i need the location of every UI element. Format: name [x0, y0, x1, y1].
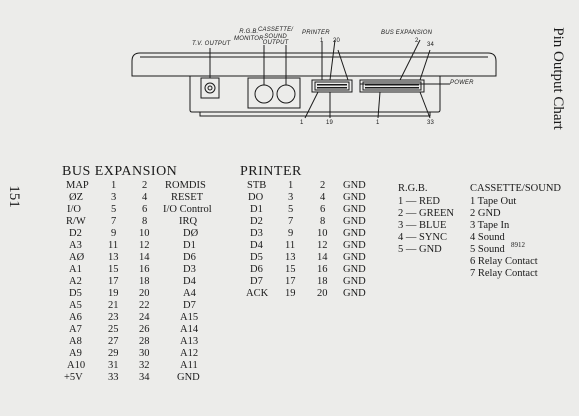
bus-pin-even: 22 — [139, 300, 150, 311]
bus-pin-odd: 5 — [111, 204, 117, 215]
printer-signal: STB — [247, 180, 267, 191]
pin-label-printer-1-bottom: 1 — [300, 120, 304, 126]
cassette-pin: 7 Relay Contact — [470, 268, 538, 279]
printer-pin-even: 16 — [317, 264, 328, 275]
printer-pin-even: 6 — [320, 204, 326, 215]
bus-signal-left: A10 — [67, 360, 86, 371]
printer-pin-even: 14 — [317, 252, 328, 263]
bus-pin-even: 8 — [142, 216, 148, 227]
printer-pin-even: 10 — [317, 228, 328, 239]
printer-pin-odd: 7 — [288, 216, 294, 227]
rgb-monitor-label: R.G.B. MONITOR — [234, 29, 264, 42]
bus-signal-right: ROMDIS — [165, 180, 206, 191]
bus-pin-even: 24 — [139, 312, 150, 323]
cassette-pin: 2 GND — [470, 208, 501, 219]
bus-pin-odd: 17 — [108, 276, 119, 287]
pin-label-printer-19: 19 — [326, 120, 334, 126]
bus-signal-left: A9 — [69, 348, 82, 359]
bus-signal-right: I/O Control — [163, 204, 212, 215]
bus-pin-odd: 1 — [111, 180, 117, 191]
bus-pin-odd: 25 — [108, 324, 119, 335]
bus-signal-right: D6 — [183, 252, 196, 263]
bus-signal-left: MAP — [66, 180, 89, 191]
bus-signal-left: A3 — [69, 240, 82, 251]
bus-pin-even: 2 — [142, 180, 148, 191]
printer-ground: GND — [343, 252, 366, 263]
rgb-pin: 2 — GREEN — [398, 208, 454, 219]
printer-pin-odd: 19 — [285, 288, 296, 299]
printer-signal: DO — [248, 192, 264, 203]
computer-back-diagram — [0, 0, 579, 140]
printer-pin-even: 20 — [317, 288, 328, 299]
bus-pin-odd: 13 — [108, 252, 119, 263]
bus-signal-right: A15 — [180, 312, 199, 323]
printer-signal: D4 — [250, 240, 263, 251]
bus-signal-right: A14 — [180, 324, 199, 335]
rgb-pin: 1 — RED — [398, 196, 440, 207]
bus-pin-even: 26 — [139, 324, 150, 335]
bus-pin-odd: 11 — [108, 240, 119, 251]
printer-ground: GND — [343, 264, 366, 275]
printer-pin-odd: 17 — [285, 276, 296, 287]
bus-signal-left: R/W — [66, 216, 86, 227]
bus-pin-odd: 27 — [108, 336, 119, 347]
bus-signal-right: A4 — [183, 288, 196, 299]
printer-heading: PRINTER — [240, 164, 302, 179]
bus-pin-odd: 29 — [108, 348, 119, 359]
bus-pin-even: 32 — [139, 360, 150, 371]
cassette-pin: 4 Sound — [470, 232, 505, 243]
printer-pin-odd: 5 — [288, 204, 294, 215]
printer-ground: GND — [343, 276, 366, 287]
bus-pin-odd: 19 — [108, 288, 119, 299]
printer-pin-even: 12 — [317, 240, 328, 251]
printer-ground: GND — [343, 288, 366, 299]
printer-pin-odd: 15 — [285, 264, 296, 275]
bus-signal-left: AØ — [69, 252, 85, 263]
bus-pin-even: 30 — [139, 348, 150, 359]
printer-signal: D1 — [250, 204, 263, 215]
bus-pin-even: 14 — [139, 252, 150, 263]
bus-pin-odd: 9 — [111, 228, 117, 239]
bus-pin-odd: 15 — [108, 264, 119, 275]
bus-signal-left: ØZ — [69, 192, 83, 203]
pin-label-printer-20: 20 — [333, 38, 341, 44]
bus-signal-right: A13 — [180, 336, 199, 347]
pin-label-bus-2: 2 — [415, 38, 419, 44]
side-title: Pin Output Chart — [550, 27, 567, 130]
bus-pin-even: 10 — [139, 228, 150, 239]
printer-pin-odd: 11 — [285, 240, 296, 251]
bus-signal-left: +5V — [64, 372, 83, 383]
bus-signal-right: A11 — [180, 360, 198, 371]
printer-signal: D5 — [250, 252, 263, 263]
power-label: POWER — [450, 80, 474, 86]
cassette-sound-heading: CASSETTE/SOUND — [470, 183, 562, 194]
bus-pin-even: 4 — [142, 192, 148, 203]
pin-label-bus-33: 33 — [427, 120, 435, 126]
pin-label-bus-1: 1 — [376, 120, 380, 126]
bus-signal-left: D5 — [69, 288, 82, 299]
printer-pin-odd: 3 — [288, 192, 294, 203]
bus-pin-odd: 31 — [108, 360, 119, 371]
bus-signal-left: A6 — [69, 312, 82, 323]
cassette-pin: 5 Sound — [470, 244, 505, 255]
printer-pin-even: 18 — [317, 276, 328, 287]
printer-pin-even: 2 — [320, 180, 326, 191]
bus-pin-even: 12 — [139, 240, 150, 251]
bus-pin-even: 6 — [142, 204, 148, 215]
printer-ground: GND — [343, 216, 366, 227]
printer-pin-even: 8 — [320, 216, 326, 227]
cassette-pin: 6 Relay Contact — [470, 256, 538, 267]
bus-signal-right: DØ — [183, 228, 199, 239]
printer-ground: GND — [343, 228, 366, 239]
bus-signal-left: A5 — [69, 300, 82, 311]
bus-pin-odd: 23 — [108, 312, 119, 323]
bus-expansion-diagram-label: BUS EXPANSION — [381, 30, 433, 36]
rgb-pin: 3 — BLUE — [398, 220, 447, 231]
bus-signal-right: IRQ — [179, 216, 198, 227]
printer-signal: ACK — [246, 288, 269, 299]
bus-signal-right: D7 — [183, 300, 196, 311]
bus-pin-odd: 33 — [108, 372, 119, 383]
bus-signal-left: A2 — [69, 276, 82, 287]
printer-signal: D2 — [250, 216, 263, 227]
bus-signal-left: I/O — [67, 204, 81, 215]
bus-signal-right: D1 — [183, 240, 196, 251]
rgb-pin: 4 — SYNC — [398, 232, 448, 243]
bus-signal-left: A8 — [69, 336, 82, 347]
cassette-pin: 1 Tape Out — [470, 196, 517, 207]
bus-signal-right: D4 — [183, 276, 196, 287]
bus-pin-even: 28 — [139, 336, 150, 347]
printer-pin-odd: 1 — [288, 180, 294, 191]
printer-ground: GND — [343, 192, 366, 203]
bus-signal-left: D2 — [69, 228, 82, 239]
printer-diagram-label: PRINTER — [302, 30, 330, 36]
bus-pin-odd: 3 — [111, 192, 117, 203]
bus-pin-even: 18 — [139, 276, 150, 287]
rgb-heading: R.G.B. — [398, 183, 428, 194]
page-number: 151 — [5, 185, 22, 208]
bus-signal-left: A7 — [69, 324, 82, 335]
tv-output-label: T.V. OUTPUT — [192, 41, 231, 47]
printer-pin-odd: 9 — [288, 228, 294, 239]
printer-signal: D3 — [250, 228, 263, 239]
bus-expansion-heading: BUS EXPANSION — [62, 164, 178, 179]
bus-signal-right: D3 — [183, 264, 196, 275]
bus-pin-odd: 21 — [108, 300, 119, 311]
printer-ground: GND — [343, 180, 366, 191]
bus-pin-odd: 7 — [111, 216, 117, 227]
bus-pin-even: 16 — [139, 264, 150, 275]
printer-signal: D6 — [250, 264, 263, 275]
bus-pin-even: 20 — [139, 288, 150, 299]
cassette-pin: 3 Tape In — [470, 220, 510, 231]
bus-signal-right: GND — [177, 372, 200, 383]
pin-label-printer-1-top: 1 — [320, 38, 324, 44]
printer-ground: GND — [343, 204, 366, 215]
bus-pin-even: 34 — [139, 372, 150, 383]
rgb-pin: 5 — GND — [398, 244, 442, 255]
bus-signal-right: RESET — [171, 192, 204, 203]
pin-label-bus-34: 34 — [427, 42, 435, 48]
sound-chip-subscript: 8912 — [511, 241, 525, 249]
printer-ground: GND — [343, 240, 366, 251]
printer-pin-odd: 13 — [285, 252, 296, 263]
bus-signal-right: A12 — [180, 348, 199, 359]
cassette-sound-label: CASSETTE/ SOUND OUTPUT — [258, 27, 294, 46]
bus-signal-left: A1 — [69, 264, 82, 275]
printer-signal: D7 — [250, 276, 263, 287]
printer-pin-even: 4 — [320, 192, 326, 203]
